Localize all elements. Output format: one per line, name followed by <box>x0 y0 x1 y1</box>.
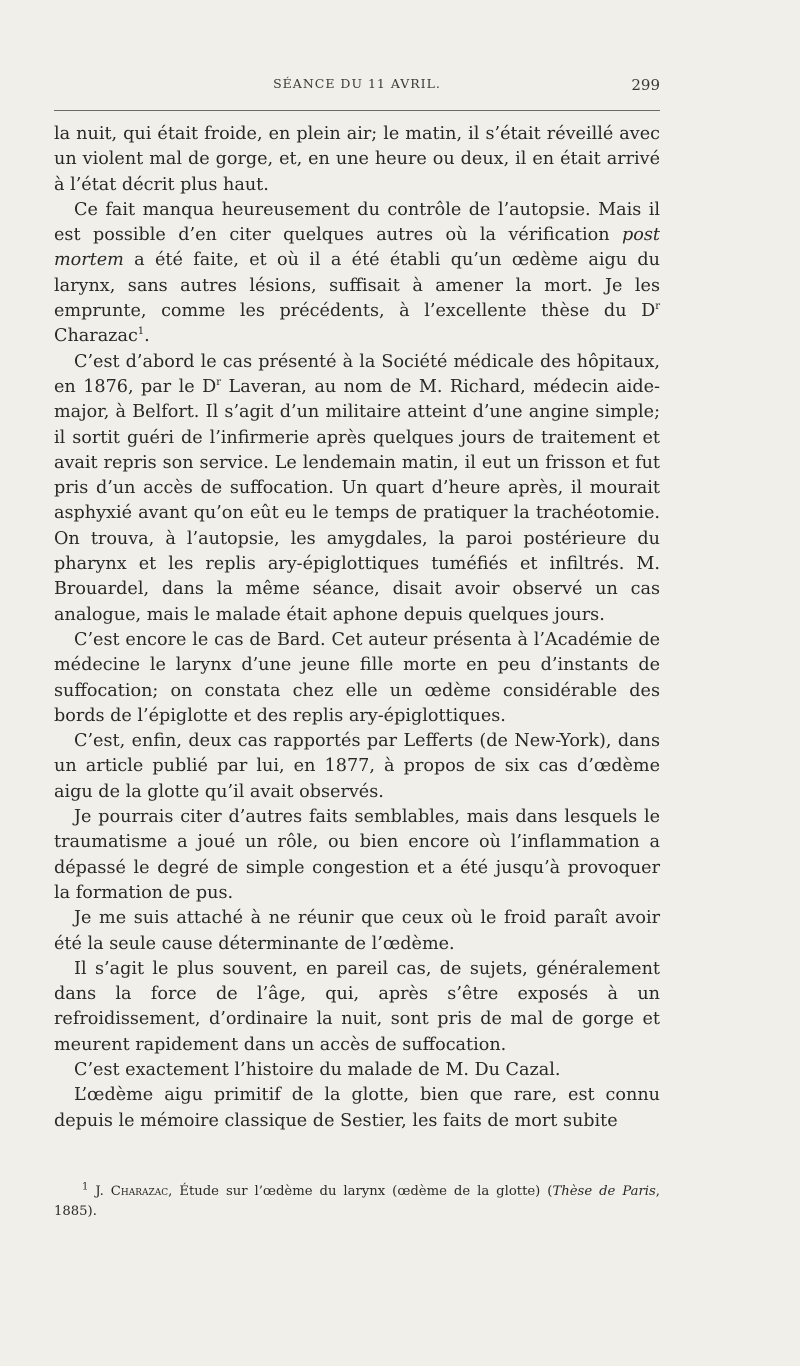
paragraph-8: Il s’agit le plus souvent, en pareil cas, de sujets, généralement dans la force de l’âge, qui, après s’être exposés à un refroidissement, d’ordinaire la nuit, sont pris de mal de gorge et meurent rapidement dans un accès de suffocation. <box>54 958 660 1055</box>
page-number: 299 <box>631 76 660 94</box>
footnote: $^1$ J. Charazac, Étude sur l’œdème du larynx (œdème de la glotte) (Thèse de Paris, 1885). <box>54 1181 660 1219</box>
footnote-marker: 1 <box>82 1181 89 1193</box>
footnote-ref: 1 <box>137 326 145 338</box>
paragraph-10: L’œdème aigu primitif de la glotte, bien que rare, est connu depuis le mémoire classique de Sestier, les faits de mort subite <box>54 1085 660 1131</box>
footnote-source: Thèse de Paris <box>552 1184 656 1199</box>
paragraph-2: Ce fait manqua heureusement du contrôle de l’autopsie. Mais il est possible d’en citer quelques autres où la vérification post mortem a été faite, et où il a été établi qu’un œdème aigu du larynx, sans autres lésions, suffisait à amener la mort. Je les emprunte, comme les précédents, à l’excellente thèse du $D^r$ Charazac$^1$. <box>54 199 660 347</box>
header-rule <box>54 110 660 111</box>
running-head: SÉANCE DU 11 AVRIL. <box>273 76 441 91</box>
paragraph-3: C’est d’abord le cas présenté à la Société médicale des hôpitaux, en 1876, par le $D^r$ Laveran, au nom de M. Richard, médecin aide-major, à Belfort. Il s’agit d’un militaire atteint d’une angine simple; il sortit guéri de l’infirmerie après quelques jours de traitement et avait repris son service. Le lendemain matin, il eut un frisson et fut pris d’un accès de suffocation. Un quart d’heure après, il mourait asphyxié avant qu’on eût eu le temps de pratiquer la trachéotomie. On trouva, à l’autopsie, les amygdales, la paroi postérieure du pharynx et les replis ary-épiglottiques tuméfiés et infiltrés. M. Brouardel, dans la même séance, disait avoir observé un cas analogue, mais le malade était aphone depuis quelques jours. <box>54 351 660 625</box>
latin-phrase: post mortem <box>54 225 660 271</box>
paragraph-4: C’est encore le cas de Bard. Cet auteur présenta à l’Académie de médecine le larynx d’une jeune fille morte en peu d’instants de suffocation; on constata chez elle un œdème considérable des bords de l’épiglotte et des replis ary-épiglottiques. <box>54 629 660 726</box>
page-header <box>54 76 660 100</box>
body-text <box>54 122 660 1134</box>
paragraph-9: C’est exactement l’histoire du malade de M. Du Cazal. <box>74 1059 561 1080</box>
paragraph-7: Je me suis attaché à ne réunir que ceux où le froid paraît avoir été la seule cause déterminante de l’œdème. <box>54 908 660 954</box>
paragraph-5: C’est, enfin, deux cas rapportés par Lefferts (de New-York), dans un article publié par lui, en 1877, à propos de six cas d’œdème aigu de la glotte qu’il avait observés. <box>54 731 660 802</box>
footnote-author: J. Charazac, <box>95 1184 173 1199</box>
paragraph-1: la nuit, qui était froide, en plein air; le matin, il s’était réveillé avec un violent mal de gorge, et, en une heure ou deux, il en était arrivé à l’état décrit plus haut. <box>54 124 660 195</box>
paragraph-6: Je pourrais citer d’autres faits semblables, mais dans lesquels le traumatisme a joué un rôle, ou bien encore où l’inflammation a dépassé le degré de simple congestion et a été jusqu’à provoquer la formation de pus. <box>54 807 660 903</box>
